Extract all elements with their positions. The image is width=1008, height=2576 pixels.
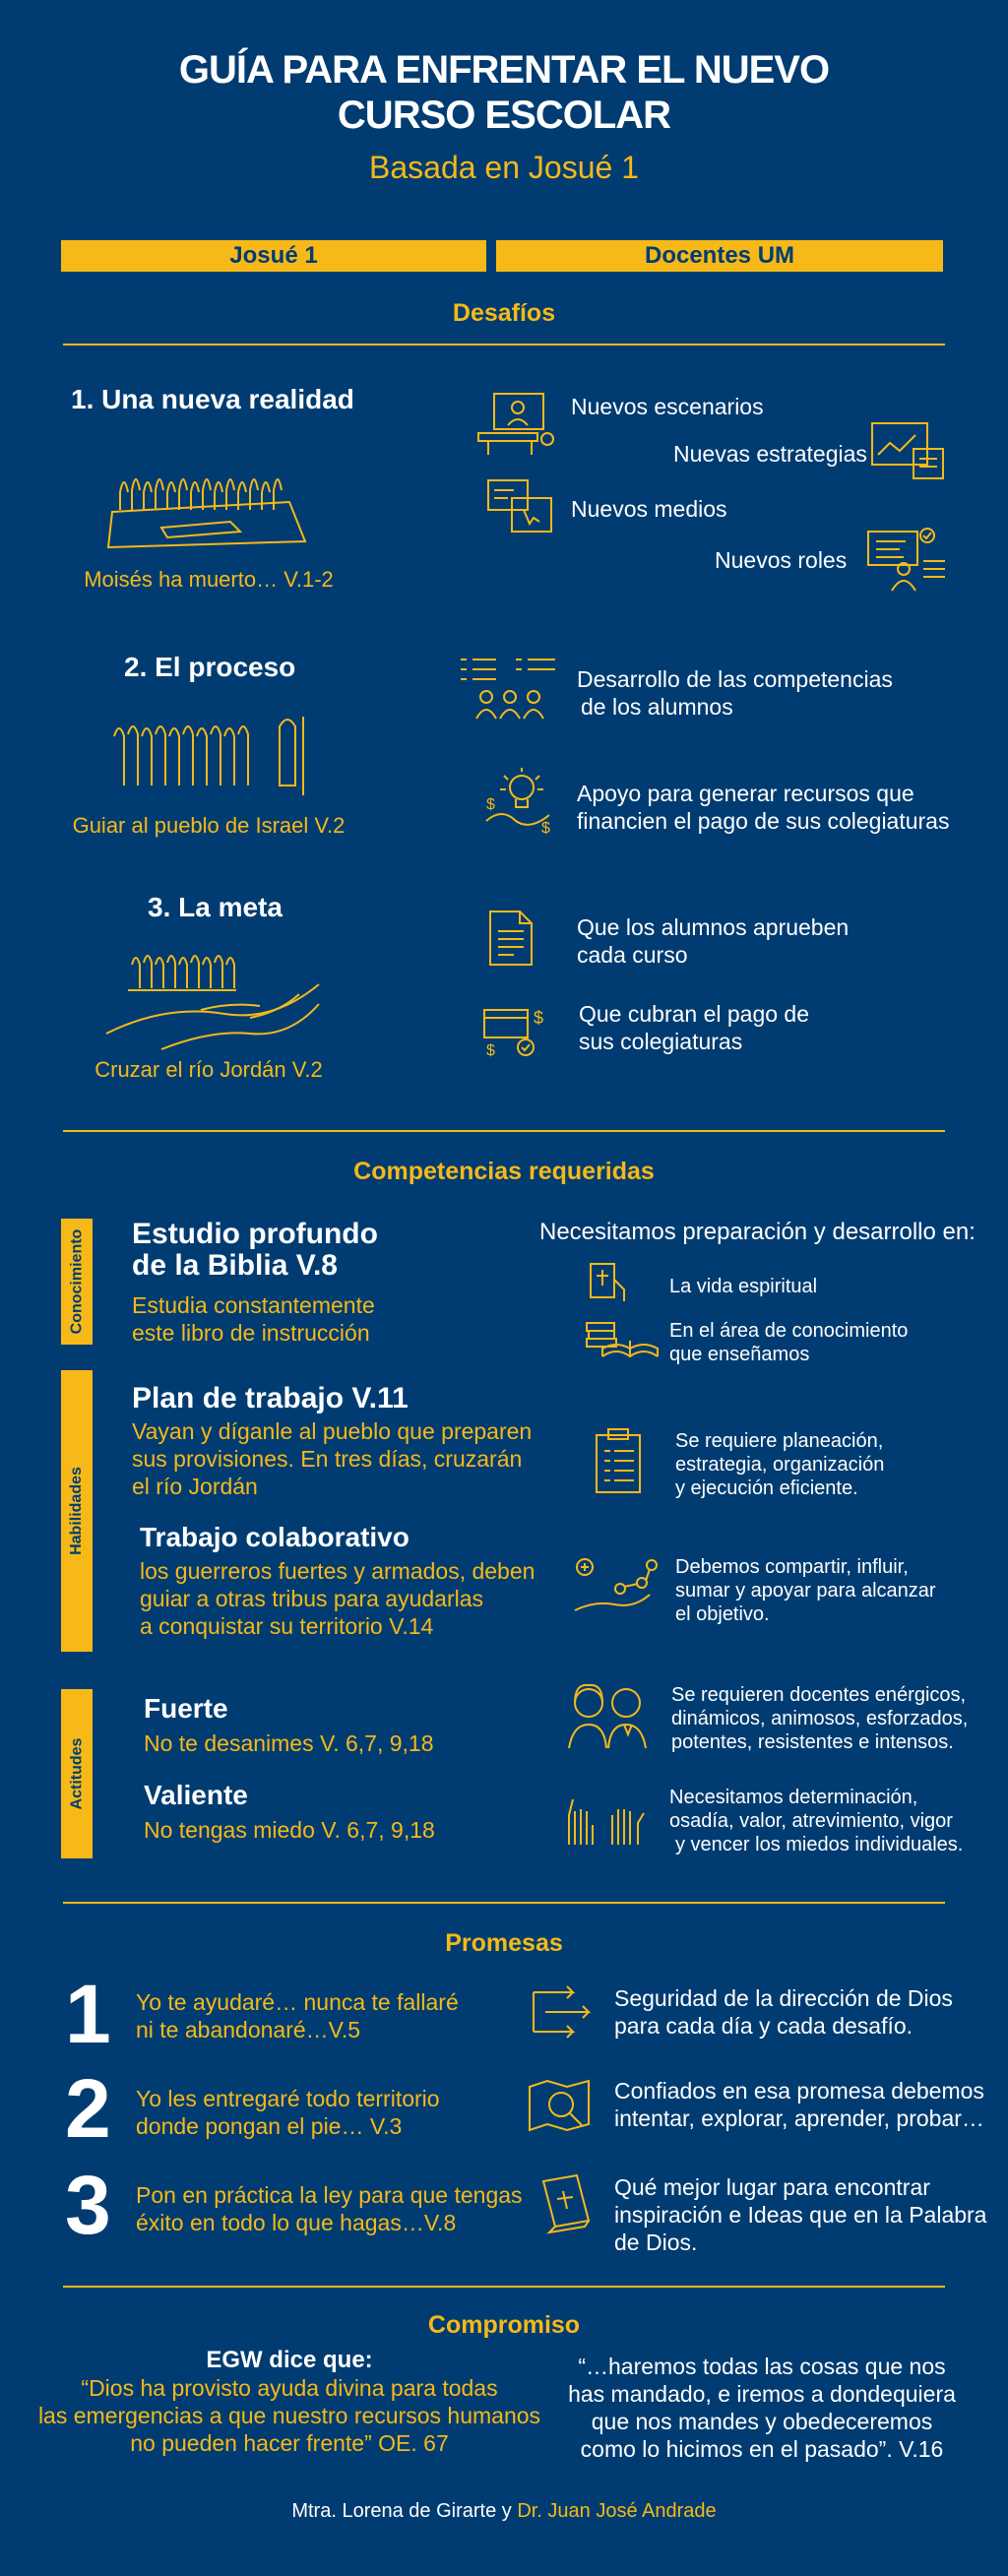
video-call-icon <box>474 390 559 459</box>
promesa-1-meaning: Seguridad de la dirección de Dios para cada día y cada desafío. <box>614 1985 953 2039</box>
desafio-2-point-2: Apoyo para generar recursos que financien el pago de sus colegiaturas <box>577 781 950 834</box>
desafio-3-point-1: Que los alumnos aprueben cada curso <box>577 914 850 968</box>
section-title-compromiso: Compromiso <box>427 2311 581 2339</box>
desafio-2-caption: Guiar al pueblo de Israel V.2 <box>72 813 346 838</box>
crowd-walking-icon <box>106 707 311 801</box>
strategy-board-icon <box>868 419 947 482</box>
map-magnifier-icon <box>526 2077 595 2136</box>
divider <box>63 2286 945 2288</box>
promesa-3-text: Pon en práctica la ley para que tengas éxito en todo lo que hagas…V.8 <box>136 2182 523 2235</box>
desafio-2-point-1: Desarrollo de las competencias de los alumnos <box>577 666 893 720</box>
fuerte-text: No te desanimes V. 6,7, 9,18 <box>144 1730 434 1756</box>
promesa-number-3: 3 <box>65 2159 111 2251</box>
section-title-promesas: Promesas <box>445 1929 563 1957</box>
colaborativo-text: los guerreros fuertes y armados, deben guiar a otras tribus para ayudarlas a conquistar su territorio V.14 <box>140 1558 536 1639</box>
column-header-docentes: Docentes UM <box>496 240 943 272</box>
team-planning-icon <box>457 654 563 723</box>
desafio-1-point-2: Nuevas estrategias <box>673 441 867 467</box>
desafio-3-caption: Cruzar el río Jordán V.2 <box>94 1057 323 1082</box>
promesa-number-2: 2 <box>65 2062 111 2155</box>
bible-icon <box>536 2171 595 2236</box>
docentes-text: Se requieren docentes enérgicos, dinámicos, animosos, esforzados, potentes, resistentes e intensos. <box>671 1684 969 1753</box>
divider <box>63 1130 945 1132</box>
crowd-on-sand-icon <box>102 443 311 551</box>
plan-text: Vayan y díganle al pueblo que preparen sus provisiones. En tres días, cruzarán el río Jordán <box>132 1418 533 1499</box>
praying-bible-icon <box>585 1260 630 1305</box>
svg-text:$: $ <box>534 1008 544 1028</box>
egw-quote: “Dios ha provisto ayuda divina para todas las emergencias a que nuestro recursos humanos no pueden hacer frente” OE. 67 <box>37 2375 541 2456</box>
competencias-intro: Necesitamos preparación y desarrollo en: <box>539 1219 976 1245</box>
planeacion-text: Se requiere planeación, estrategia, organización y ejecución eficiente. <box>675 1430 885 1499</box>
section-title-competencias: Competencias requeridas <box>353 1158 655 1185</box>
fuerte-title: Fuerte <box>144 1693 228 1724</box>
sidebar-actitudes: Actitudes <box>61 1689 93 1858</box>
document-icon <box>486 908 536 969</box>
directional-arrows-icon <box>528 1980 593 2043</box>
colaborativo-title: Trabajo colaborativo <box>140 1522 410 1552</box>
vida-espiritual-text: La vida espiritual <box>669 1276 818 1297</box>
footer-authors <box>0 2500 1008 2523</box>
desafio-2-heading: 2. El proceso <box>124 652 296 682</box>
desafio-1-point-3: Nuevos medios <box>571 496 727 522</box>
promesa-1-text: Yo te ayudaré… nunca te fallaré ni te abandonaré…V.5 <box>136 1989 459 2042</box>
teacher-presentation-icon <box>864 526 949 593</box>
divider <box>63 1902 945 1904</box>
desafio-3-point-2: Que cubran el pago de sus colegiaturas <box>579 1001 810 1054</box>
estudio-text: Estudia constantemente este libro de instrucción <box>132 1292 375 1346</box>
raised-hands-icon <box>563 1791 652 1849</box>
valiente-text: No tengas miedo V. 6,7, 9,18 <box>144 1817 435 1843</box>
title-line-1: GUÍA PARA ENFRENTAR EL NUEVO <box>178 48 830 92</box>
idea-money-icon <box>480 766 559 835</box>
valiente-title: Valiente <box>144 1780 248 1810</box>
strategy-path-icon <box>571 1553 660 1620</box>
sidebar-conocimiento: Conocimiento <box>61 1219 93 1345</box>
promesa-2-meaning: Confiados en esa promesa debemos intentar, explorar, aprender, probar… <box>614 2078 984 2131</box>
title-line-2: CURSO ESCOLAR <box>337 94 671 137</box>
desafio-1-heading: 1. Una nueva realidad <box>71 384 354 414</box>
section-title-desafios: Desafíos <box>452 299 556 327</box>
books-icon <box>583 1317 660 1364</box>
desafio-3-heading: 3. La meta <box>148 892 283 922</box>
compartir-text: Debemos compartir, influir, sumar y apoyar para alcanzar el objetivo. <box>675 1556 936 1625</box>
clipboard-checklist-icon <box>591 1427 646 1496</box>
page-title <box>0 47 1008 138</box>
river-crossing-icon <box>102 935 325 1053</box>
compromiso-quote: “…haremos todas las cosas que nos has mandado, e iremos a dondequiera que nos mandes y obedeceremos como lo hicimos en el pasado”. V.16 <box>568 2354 956 2462</box>
desafio-1-point-4: Nuevos roles <box>715 547 848 573</box>
svg-text:$: $ <box>486 796 495 813</box>
estudio-title: Estudio profundo de la Biblia V.8 <box>132 1218 378 1282</box>
determinacion-text: Necesitamos determinación, osadía, valor, atrevimiento, vigor y vencer los miedos individuales. <box>669 1787 964 1855</box>
author-1: Mtra. Lorena de Girarte y <box>291 2500 518 2522</box>
promesa-3-meaning: Qué mejor lugar para encontrar inspiración e Ideas que en la Palabra de Dios. <box>614 2174 987 2255</box>
author-2: Dr. Juan José Andrade <box>517 2500 717 2522</box>
teachers-icon <box>565 1681 652 1752</box>
egw-title: EGW dice que: <box>206 2347 373 2373</box>
page-subtitle: Basada en Josué 1 <box>369 150 639 185</box>
promesa-2-text: Yo les entregaré todo territorio donde pongan el pie… V.3 <box>136 2086 440 2139</box>
sidebar-habilidades: Habilidades <box>61 1370 93 1652</box>
promesa-number-1: 1 <box>65 1968 111 2060</box>
area-conocimiento-text: En el área de conocimiento que enseñamos <box>669 1320 909 1365</box>
payment-card-icon <box>480 1002 551 1057</box>
plan-title: Plan de trabajo V.11 <box>132 1382 409 1414</box>
desafio-1-point-1: Nuevos escenarios <box>571 394 764 419</box>
divider <box>63 344 945 346</box>
svg-text:$: $ <box>541 820 550 835</box>
media-devices-icon <box>484 476 559 545</box>
column-header-josue: Josué 1 <box>61 240 486 272</box>
svg-text:$: $ <box>486 1042 495 1057</box>
desafio-1-caption: Moisés ha muerto… V.1-2 <box>84 567 334 592</box>
